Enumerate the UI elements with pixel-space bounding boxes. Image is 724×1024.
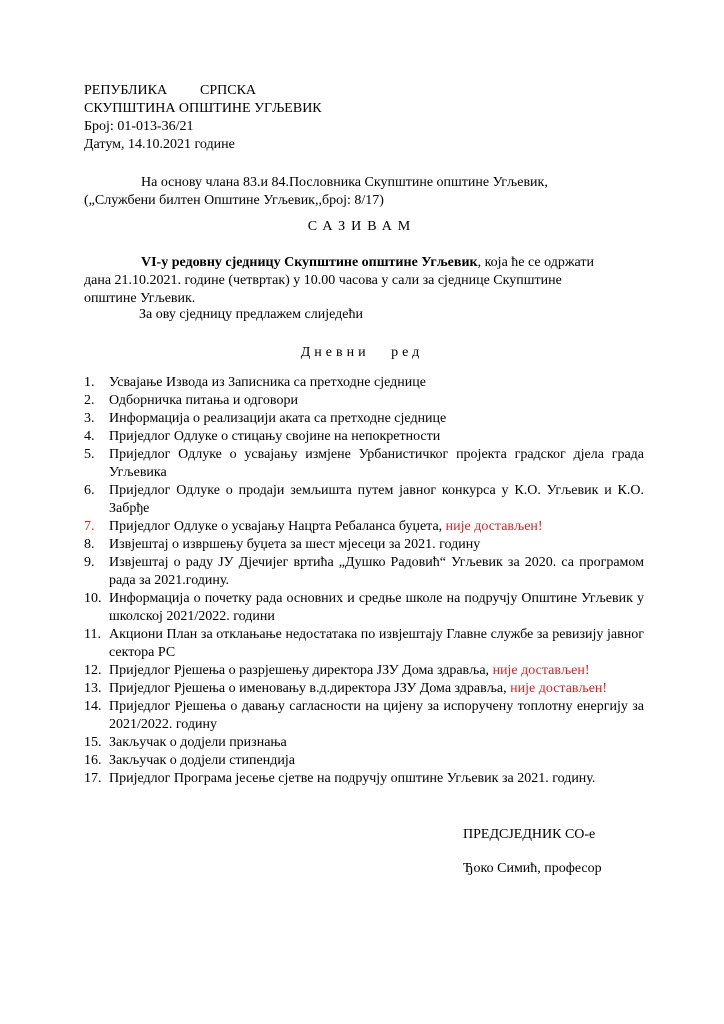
agenda-item xyxy=(84,428,644,446)
document-number: Број: 01-013-36/21 xyxy=(84,119,194,134)
agenda-item-number: 10. xyxy=(84,591,102,606)
agenda-item-text: Извјештај о извршењу буџета за шест мјесеци за 2021. годину xyxy=(109,537,481,552)
agenda-item-text: Извјештај о раду ЈУ Дјечијег вртића „Душко Радовић“ Угљевик за 2020. са програмом рада за 2021.годину. xyxy=(109,555,644,588)
agenda-item-number: 9. xyxy=(84,555,95,570)
intro-line-2: дана 21.10.2021. године (четвртак) у 10.00 часова у сали за сједнице Скупштине xyxy=(84,273,562,288)
agenda-item-text-wrap xyxy=(109,446,644,482)
agenda-item-number: 4. xyxy=(84,429,95,444)
agenda-item xyxy=(84,698,644,734)
legal-basis-line-2: („Службени билтен Општине Угљевик,,број: 8/17) xyxy=(84,193,384,208)
header-block xyxy=(84,82,322,154)
agenda-item-number: 14. xyxy=(84,699,102,714)
agenda-item xyxy=(84,590,644,626)
agenda-item-text-wrap xyxy=(109,698,644,734)
agenda-item-number: 11. xyxy=(84,627,101,642)
agenda-item-text: Приједлог Програма јесење сјетве на подручју општине Угљевик за 2021. годину. xyxy=(109,771,596,786)
republic-word-1: РЕПУБЛИКА xyxy=(84,83,168,98)
agenda-item xyxy=(84,518,644,536)
agenda-item-number: 2. xyxy=(84,393,95,408)
agenda-item-number: 6. xyxy=(84,483,95,498)
republic-word-2: СРПСКА xyxy=(200,83,257,98)
agenda-item-text: Приједлог Одлуке о продаји земљишта путем јавног конкурса у К.О. Угљевик и К.О. Забрђе xyxy=(109,483,644,516)
agenda-list xyxy=(84,374,644,788)
agenda-item-text: Усвајање Извода из Записника са претходне сједнице xyxy=(109,375,426,390)
agenda-item-text-wrap xyxy=(109,518,644,536)
agenda-item xyxy=(84,752,644,770)
intro-line-1-rest: , која ће се одржати xyxy=(477,255,594,270)
agenda-item-number: 1. xyxy=(84,375,95,390)
agenda-item-text-wrap xyxy=(109,392,644,410)
agenda-item xyxy=(84,374,644,392)
legal-basis xyxy=(84,174,644,210)
agenda-item-text: Приједлог Рјешења о именовању в.д.директора ЈЗУ Дома здравља, xyxy=(109,681,511,696)
document-title: САЗИВАМ xyxy=(307,219,417,234)
agenda-item-text-wrap xyxy=(109,734,644,752)
session-name: VI-у редовну сједницу Скупштине општине Угљевик xyxy=(141,255,478,270)
agenda-item-text-wrap xyxy=(109,626,644,662)
agenda-item-number: 8. xyxy=(84,537,95,552)
agenda-item-number: 12. xyxy=(84,663,102,678)
agenda-item-number: 15. xyxy=(84,735,102,750)
agenda-item-text-wrap xyxy=(109,482,644,518)
agenda-item-number: 16. xyxy=(84,753,102,768)
not-delivered-note: није достављен! xyxy=(510,681,608,696)
agenda-item xyxy=(84,680,644,698)
intro-line-3: општине Угљевик. xyxy=(84,291,196,306)
not-delivered-note: није достављен! xyxy=(492,663,590,678)
agenda-item-text-wrap xyxy=(109,590,644,626)
signature-role: ПРЕДСЈЕДНИК СО-е xyxy=(463,827,596,842)
agenda-item xyxy=(84,734,644,752)
agenda-item-text-wrap xyxy=(109,410,644,428)
agenda-item xyxy=(84,392,644,410)
agenda-item-text-wrap xyxy=(109,662,644,680)
agenda-item-text-wrap xyxy=(109,770,644,788)
agenda-item-text-wrap xyxy=(109,428,644,446)
agenda-item-text: Информација о реализацији аката са претходне сједнице xyxy=(109,411,447,426)
agenda-item-text: Приједлог Рјешења о разрјешењу директора ЈЗУ Дома здравља, xyxy=(109,663,493,678)
agenda-item-text: Закључак о додјели признања xyxy=(109,735,287,750)
proposal-sentence: За ову сједницу предлажем слиједећи xyxy=(139,307,363,322)
agenda-item xyxy=(84,626,644,662)
agenda-item-number: 17. xyxy=(84,771,102,786)
agenda-item xyxy=(84,770,644,788)
not-delivered-note: није достављен! xyxy=(445,519,543,534)
legal-basis-line-1: На основу члана 83.и 84.Пословника Скупштине општине Угљевик, xyxy=(141,175,548,190)
republic-line xyxy=(84,82,322,100)
document-date: Датум, 14.10.2021 године xyxy=(84,137,235,152)
intro-line-1 xyxy=(84,254,642,272)
agenda-item-text-wrap xyxy=(109,752,644,770)
agenda-item xyxy=(84,554,644,590)
agenda-item-number: 13. xyxy=(84,681,102,696)
agenda-item-text: Приједлог Одлуке о усвајању измјене Урбанистичког пројекта градског дјела града Угљевика xyxy=(109,447,644,480)
agenda-item-text: Одборничка питања и одговори xyxy=(109,393,298,408)
assembly-name: СКУПШТИНА ОПШТИНЕ УГЉЕВИК xyxy=(84,101,322,116)
signature-name: Ђоко Симић, професор xyxy=(463,861,602,876)
agenda-item xyxy=(84,536,644,554)
agenda-item-text: Приједлог Одлуке о стицању својине на непокретности xyxy=(109,429,441,444)
agenda-item-text: Информација о почетку рада основних и средње школе на подручју Општине Угљевик у школској 2021/2022. години xyxy=(109,591,644,624)
agenda-item xyxy=(84,662,644,680)
agenda-item-text-wrap xyxy=(109,554,644,590)
agenda-item xyxy=(84,446,644,482)
agenda-item-number: 7. xyxy=(84,519,95,534)
agenda-item-text-wrap xyxy=(109,536,644,554)
agenda-item-text: Акциони План за отклањање недостатака по извјештају Главне службе за ревизију јавног сектора РС xyxy=(109,627,644,660)
agenda-item-text: Приједлог Рјешења о давању сагласности на цијену за испоручену топлотну енергију за 2021/2022. годину xyxy=(109,699,644,732)
agenda-item-number: 5. xyxy=(84,447,95,462)
agenda-item-text: Закључак о додјели стипендија xyxy=(109,753,295,768)
agenda-title: Дневни ред xyxy=(300,345,424,360)
agenda-item xyxy=(84,482,644,518)
agenda-item-text-wrap xyxy=(109,680,644,698)
agenda-item-number: 3. xyxy=(84,411,95,426)
agenda-item xyxy=(84,410,644,428)
session-intro xyxy=(84,254,642,308)
agenda-item-text-wrap xyxy=(109,374,644,392)
agenda-item-text: Приједлог Одлуке о усвајању Нацрта Ребаланса буџета, xyxy=(109,519,446,534)
